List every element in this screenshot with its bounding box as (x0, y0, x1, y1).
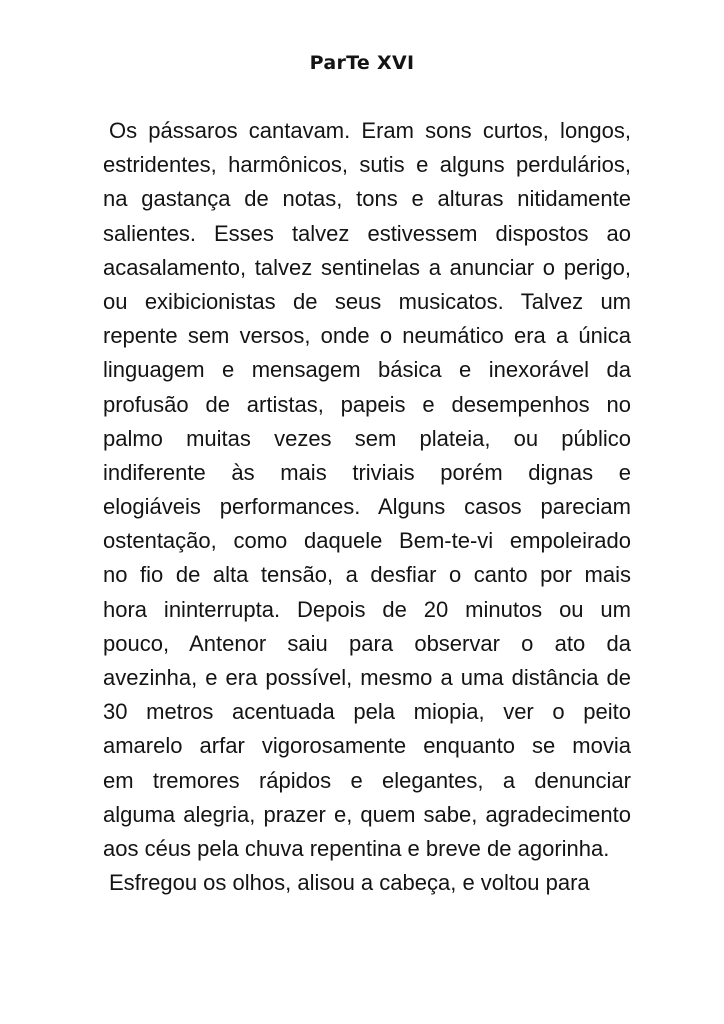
paragraph-line: estridentes, harmônicos, sutis e alguns perdulários, (103, 152, 631, 178)
paragraph-line: indiferente às mais triviais porém dignas e (103, 459, 631, 485)
paragraph-line: salientes. Esses talvez estivessem dispostos ao (103, 220, 631, 246)
paragraph-line: Os pássaros cantavam. Eram sons curtos, longos, (109, 118, 631, 143)
paragraph-line: palmo muitas vezes sem plateia, ou público (103, 425, 631, 451)
paragraph-line: avezinha, e era possível, mesmo a uma distância de (103, 665, 631, 690)
paragraph-line: no fio de alta tensão, a desfiar o canto por mais (103, 562, 631, 588)
paragraph-line: elogiáveis performances. Alguns casos pareciam (103, 494, 631, 520)
paragraph-line: repente sem versos, onde o neumático era a única (103, 323, 631, 349)
paragraph-line: acasalamento, talvez sentinelas a anunciar o perigo, (103, 254, 631, 280)
chapter-title: ParTe XVI (309, 52, 415, 74)
paragraph-line: linguagem e mensagem básica e inexorável da (103, 357, 631, 383)
paragraph-line: na gastança de notas, tons e alturas nitidamente (103, 186, 631, 212)
paragraph-line: aos céus pela chuva repentina e breve de agorinha. (103, 835, 610, 861)
paragraph-line: ou exibicionistas de seus musicatos. Talvez um (103, 288, 631, 314)
body-paragraph (103, 114, 631, 900)
paragraph-line: pouco, Antenor saiu para observar o ato da (103, 630, 631, 656)
paragraph-line: 30 metros acentuada pela miopia, ver o peito (103, 699, 631, 725)
paragraph-line: amarelo arfar vigorosamente enquanto se movia (103, 733, 631, 759)
paragraph-line: em tremores rápidos e elegantes, a denunciar (103, 767, 631, 793)
paragraph-line: ostentação, como daquele Bem-te-vi empoleirado (103, 528, 631, 554)
paragraph-line: profusão de artistas, papeis e desempenhos no (103, 391, 631, 417)
paragraph-line: hora ininterrupta. Depois de 20 minutos ou um (103, 596, 631, 622)
paragraph-line: alguma alegria, prazer e, quem sabe, agradecimento (103, 801, 631, 827)
paragraph-line: Esfregou os olhos, alisou a cabeça, e voltou para (109, 870, 590, 896)
